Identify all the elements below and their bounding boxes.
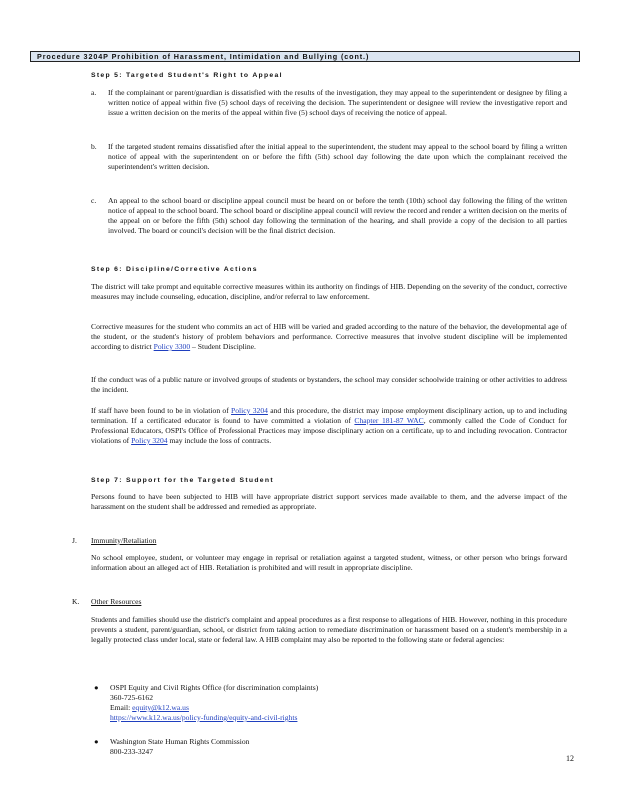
bullet-icon: ● — [94, 683, 99, 692]
list-marker: b. — [91, 142, 97, 151]
agency-entry — [110, 737, 560, 757]
section-j-title: Immunity/Retaliation — [91, 536, 157, 545]
agency-email-line: Email: equity@k12.wa.us — [110, 703, 189, 712]
policy-3300-link[interactable]: Policy 3300 — [153, 342, 191, 351]
step6-paragraph-1: The district will take prompt and equitable corrective measures within its authority on findings of HIB. Depending on the severity of the conduct, corrective measures may include counseling, education, discipline, and/or referral to law enforcement. — [91, 282, 567, 301]
agency-phone: 800-233-3247 — [110, 747, 154, 756]
bullet-icon: ● — [94, 737, 99, 746]
section-j-paragraph: No school employee, student, or volunteer may engage in reprisal or retaliation against a targeted student, witness, or other person who brings forward information about an alleged act of HIB. Retaliation is prohibited and will result in appropriate discipline. — [91, 553, 567, 572]
section-k-letter: K. — [72, 597, 80, 606]
agency-url-link[interactable]: https://www.k12.wa.us/policy-funding/equity-and-civil-rights — [110, 713, 298, 722]
agency-email-link[interactable]: equity@k12.wa.us — [132, 703, 189, 712]
list-item-text: If the complainant or parent/guardian is dissatisfied with the results of the investigation, they may appeal to the superintendent or designee by filing a written notice of appeal within five (5) school days of receiving the decision. The superintendent or designee will review the investigative report and issue a written decision on the merits of the appeal within five (5) school days of receiving the notice of appeal. — [108, 88, 567, 117]
policy-3204-link[interactable]: Policy 3204 — [131, 436, 168, 445]
agency-name: Washington State Human Rights Commission — [110, 737, 250, 746]
procedure-title: Procedure 3204P Prohibition of Harassment, Intimidation and Bullying (cont.) — [37, 52, 370, 61]
step5-heading: Step 5: Targeted Student's Right to Appeal — [91, 72, 283, 79]
chapter-181-87-wac-link[interactable]: Chapter 181-87 WAC — [354, 416, 424, 425]
step7-paragraph: Persons found to have been subjected to HIB will have appropriate district support services made available to them, and the adverse impact of the harassment on the student shall be addressed and remedied as appropriate. — [91, 492, 567, 511]
list-item — [91, 142, 567, 172]
list-item-text: If the targeted student remains dissatisfied after the initial appeal to the superintendent, the student may appeal to the school board by filing a written notice of appeal with the superintendent on or before the fifth (5th) school day following the date upon which the complainant received the superintendent's written decision. — [108, 142, 567, 171]
policy-3204-link[interactable]: Policy 3204 — [231, 406, 268, 415]
agency-phone: 360-725-6162 — [110, 693, 154, 702]
list-item — [91, 196, 567, 236]
step6-paragraph-2: Corrective measures for the student who commits an act of HIB will be varied and graded according to the nature of the behavior, the developmental age of the student, or the student's history of problem behaviors and performance. Corrective measures that involve student discipline will be implemented according to district Policy 3300 – Student Discipline. — [91, 322, 567, 351]
step6-paragraph-4: If staff have been found to be in violation of Policy 3204 and this procedure, the district may impose employment disciplinary action, up to and including termination. If a certificated educator is found to have committed a violation of Chapter 181-87 WAC, commonly called the Code of Conduct for Professional Educators, OSPI's Office of Professional Practices may impose disciplinary action on a certificate, up to and including revocation. Contractor violations of Policy 3204 may include the loss of contracts. — [91, 406, 567, 445]
page-number: 12 — [566, 754, 574, 763]
list-marker: a. — [91, 88, 97, 97]
list-item — [91, 88, 567, 118]
agency-name: OSPI Equity and Civil Rights Office (for discrimination complaints) — [110, 683, 319, 692]
list-marker: c. — [91, 196, 97, 205]
step6-heading: Step 6: Discipline/Corrective Actions — [91, 266, 258, 273]
step6-paragraph-3: If the conduct was of a public nature or involved groups of students or bystanders, the school may consider schoolwide training or other activities to address the incident. — [91, 375, 567, 394]
agency-entry — [110, 683, 560, 723]
section-k-title: Other Resources — [91, 597, 142, 606]
list-item-text: An appeal to the school board or discipline appeal council must be heard on or before the tenth (10th) school day following the filing of the written notice of appeal to the school board. The school board or discipline appeal council will review the record and render a written decision on the merits of the appeal on or before the fifth (5th) school day following the termination of the hearing, and shall provide a copy of the decision to all parties involved. The board or council's decision will be the final district decision. — [108, 196, 567, 235]
section-j-letter: J. — [72, 536, 77, 545]
section-k-paragraph: Students and families should use the district's complaint and appeal procedures as a first response to allegations of HIB. However, nothing in this procedure prevents a student, parent/guardian, school, or district from taking action to remediate discrimination or harassment based on a student's membership in a legally protected class under local, state or federal law. A HIB complaint may also be reported to the following state or federal agencies: — [91, 615, 567, 644]
procedure-header — [30, 51, 580, 62]
step7-heading: Step 7: Support for the Targeted Student — [91, 477, 274, 484]
